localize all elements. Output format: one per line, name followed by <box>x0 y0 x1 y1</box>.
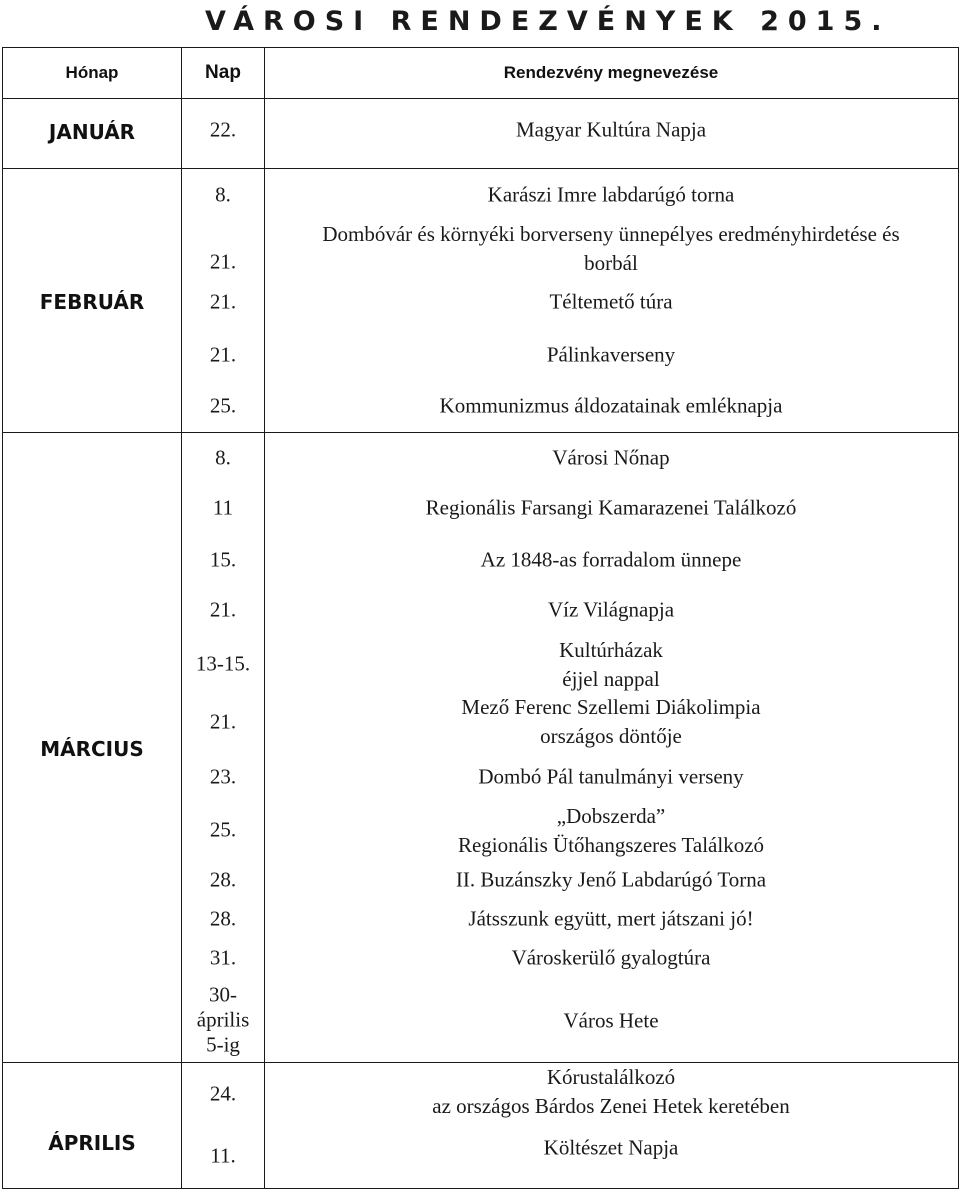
event-day: 11. <box>210 1143 236 1168</box>
month-april: ÁPRILIS <box>48 1131 136 1155</box>
event-day: 22. <box>209 117 237 142</box>
event-name-line: Kórustalálkozó <box>546 1065 676 1089</box>
event-name: Téltemető túra <box>549 289 673 314</box>
event-name <box>458 802 764 860</box>
event-name-line: éjjel nappal <box>562 667 660 691</box>
month-march: MÁRCIUS <box>40 737 144 761</box>
event-name-line: Mező Ferenc Szellemi Diákolimpia <box>461 695 761 719</box>
table-border-bottom <box>2 1188 958 1189</box>
event-name: Pálinkaverseny <box>546 342 676 367</box>
event-day: 21. <box>209 289 237 314</box>
event-day <box>197 983 250 1058</box>
event-day: 8. <box>215 445 231 470</box>
event-day: 28. <box>209 906 237 931</box>
header-day: Nap <box>205 62 241 83</box>
page-title: VÁROSI RENDEZVÉNYEK 2015. <box>205 6 891 37</box>
event-name-line: országos döntője <box>540 724 682 748</box>
event-day: 11 <box>212 495 234 520</box>
event-day: 31. <box>209 945 237 970</box>
event-name: Város Hete <box>563 1008 659 1033</box>
event-name-line: Regionális Ütőhangszeres Találkozó <box>457 833 765 857</box>
event-name-line: „Dobszerda” <box>556 804 666 828</box>
event-name: Karászi Imre labdarúgó torna <box>487 182 735 207</box>
event-name: Városi Nőnap <box>552 445 670 470</box>
event-name: Az 1848-as forradalom ünnepe <box>480 547 742 572</box>
event-day: 15. <box>209 547 237 572</box>
header-event: Rendezvény megnevezése <box>503 63 719 82</box>
event-day: 21. <box>209 597 237 622</box>
event-name-line: Kultúrházak <box>559 638 663 662</box>
event-name-line: Dombóvár és környéki borverseny ünnepélyes eredményhirdetése és <box>322 222 900 246</box>
event-name: Játsszunk együtt, mert játszani jó! <box>468 906 754 931</box>
event-day: 21. <box>209 249 237 274</box>
event-day: 24. <box>209 1081 237 1106</box>
row-separator <box>2 168 958 169</box>
event-day: 25. <box>209 817 237 842</box>
event-name-line: borbál <box>584 251 638 275</box>
month-february: FEBRUÁR <box>39 290 145 314</box>
event-day: 25. <box>209 393 237 418</box>
event-day-line: 5-ig <box>206 1032 240 1057</box>
table-border-right <box>958 47 959 1189</box>
event-day: 8. <box>215 182 231 207</box>
table-border-left <box>2 47 3 1189</box>
column-divider-month <box>181 47 182 1189</box>
event-day: 23. <box>209 764 237 789</box>
row-separator <box>2 98 958 99</box>
table-border-top <box>2 47 958 48</box>
event-name <box>461 693 760 751</box>
event-name: II. Buzánszky Jenő Labdarúgó Torna <box>455 867 767 892</box>
header-month: Hónap <box>65 63 119 82</box>
row-separator <box>2 432 958 433</box>
event-name: Kommunizmus áldozatainak emléknapja <box>439 393 783 418</box>
event-name: Magyar Kultúra Napja <box>515 117 707 142</box>
event-day-line: 30- <box>209 982 237 1007</box>
event-name: Regionális Farsangi Kamarazenei Találkozó <box>425 495 797 520</box>
column-divider-day <box>264 47 265 1189</box>
event-day: 21. <box>209 342 237 367</box>
event-name <box>559 636 663 694</box>
event-day: 28. <box>209 867 237 892</box>
event-name-line: az országos Bárdos Zenei Hetek keretében <box>432 1094 790 1118</box>
event-day: 13-15. <box>195 651 251 676</box>
event-name <box>322 220 899 278</box>
event-day-line: április <box>196 1007 250 1032</box>
event-name: Városkerülő gyalogtúra <box>511 945 711 970</box>
event-name: Költészet Napja <box>543 1135 679 1160</box>
event-name: Dombó Pál tanulmányi verseny <box>478 764 744 789</box>
event-day: 21. <box>209 709 237 734</box>
month-january: JANUÁR <box>48 120 136 144</box>
event-name: Víz Világnapja <box>547 597 675 622</box>
event-name <box>432 1063 789 1121</box>
